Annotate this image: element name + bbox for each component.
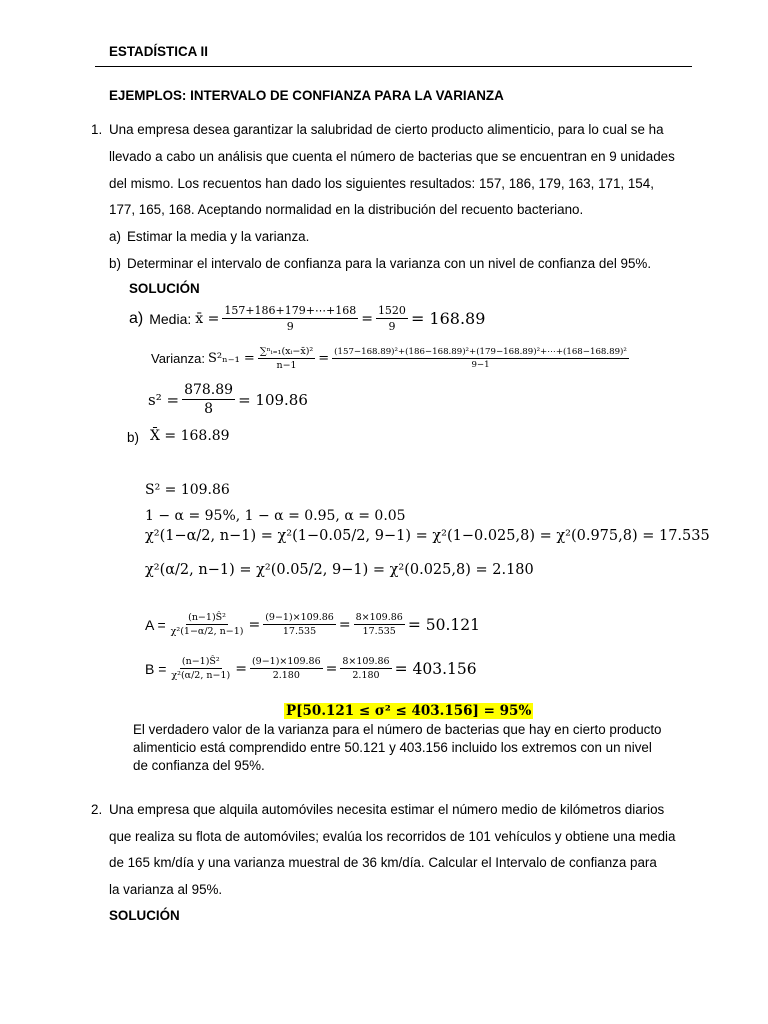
header-title: ESTADÍSTICA II <box>109 44 208 59</box>
b-label: B = <box>145 660 167 677</box>
varianza-label: Varianza: <box>151 351 205 366</box>
xbar-symbol: x̄ = <box>195 310 220 327</box>
equals: = <box>361 310 373 327</box>
media-equation <box>129 304 485 333</box>
ex2-line-2: que realiza su flota de automóviles; evalúa los recorridos de 101 vehículos y obtiene una media <box>109 829 676 844</box>
media-fraction-1: $\frac{157+186+179+\cdots+168}{9}$ <box>224 304 357 333</box>
ex2-line-3: de 165 km/día y una varianza muestral de 36 km/día. Calcular el Intervalo de confianza para <box>109 855 657 870</box>
var-fraction-1: $\frac{\text{∑ⁿᵢ₌₁(xᵢ−x̄)²}}{n-1}$ <box>259 346 314 371</box>
ex1-b-label: b) <box>109 256 121 271</box>
ex1-line-1: Una empresa desea garantizar la salubridad de cierto producto alimenticio, para lo cual se ha <box>109 122 664 137</box>
var-fraction-2: $\frac{\text{(157−168.89)²+(186−168.89)²+(179−168.89)²+⋯+(168−168.89)²}}{9-1}$ <box>334 347 627 370</box>
probability-highlight: P[50.121 ≤ σ² ≤ 403.156] = 95% <box>286 703 532 719</box>
media-result: = 168.89 <box>410 309 486 328</box>
a-result: = 50.121 <box>407 615 480 634</box>
conclusion-line-1: El verdadero valor de la varianza para el número de bacterias que hay en cierto producto <box>133 722 662 737</box>
a-fraction-3: $\frac{8\times 109.86}{17.535}$ <box>355 612 403 637</box>
b-fraction-3: $\frac{8\times 109.86}{2.180}$ <box>342 656 390 681</box>
ex1-line-3: del mismo. Los recuentos han dado los siguientes resultados: 157, 186, 179, 163, 171, 154, <box>109 176 654 191</box>
sol-b-line-2: S² = 109.86 <box>145 482 230 498</box>
ex1-a-label: a) <box>109 229 121 244</box>
a-equation: A = $\frac{\text{(n−1)Ŝ²}}{\text{χ²(1−α/2, n−1)}}$ = $\frac{(9-1)\times 109.86}{17.535}$ = $\frac{8\times 109.86}{17.535}$ = 50.121 <box>145 612 480 637</box>
b-fraction-1: $\frac{\text{(n−1)Ŝ²}}{\text{χ²(α/2, n−1)}}$ <box>171 656 231 681</box>
sol-b-line-4: χ²(1−α/2, n−1) = χ²(1−0.05/2, 9−1) = χ²(1−0.025,8) = χ²(0.975,8) = 17.535 <box>145 528 710 544</box>
media-fraction-2: $\frac{1520}{9}$ <box>377 304 406 333</box>
b-equation: B = $\frac{\text{(n−1)Ŝ²}}{\text{χ²(α/2, n−1)}}$ = $\frac{(9-1)\times 109.86}{2.180}$ = $\frac{8\times 109.86}{2.180}$ = 403.156 <box>145 656 477 681</box>
s2-equation <box>148 382 308 417</box>
solucion-1: SOLUCIÓN <box>129 281 200 296</box>
ex2-line-4: la varianza al 95%. <box>109 882 223 897</box>
sol-b-line-1: X̄ = 168.89 <box>150 428 230 444</box>
ex1-b-text: Determinar el intervalo de confianza para la varianza con un nivel de confianza del 95%. <box>127 256 652 271</box>
conclusion-line-2: alimenticio está comprendido entre 50.121 y 403.156 incluido los extremos con un nivel <box>133 740 652 755</box>
ex2-line-1: Una empresa que alquila automóviles necesita estimar el número medio de kilómetros diarios <box>109 802 665 817</box>
ex1-line-2: llevado a cabo un análisis que cuenta el número de bacterias que se encuentran en 9 unidades <box>109 149 675 164</box>
a-fraction-2: $\frac{(9-1)\times 109.86}{17.535}$ <box>265 612 334 637</box>
page-heading: EJEMPLOS: INTERVALO DE CONFIANZA PARA LA VARIANZA <box>109 88 504 103</box>
ex1-line-4: 177, 165, 168. Aceptando normalidad en la distribución del recuento bacteriano. <box>109 202 584 217</box>
var-symbol: S²ₙ₋₁ = <box>207 351 255 366</box>
header-rule <box>95 66 692 67</box>
sol-b-label: b) <box>127 430 139 445</box>
s2-symbol: s² = <box>148 390 180 409</box>
ex1-a-text: Estimar la media y la varianza. <box>127 229 310 244</box>
s2-result: = 109.86 <box>238 390 308 409</box>
b-fraction-2: $\frac{(9-1)\times 109.86}{2.180}$ <box>251 656 321 681</box>
solucion-2: SOLUCIÓN <box>109 908 180 923</box>
sol-a-label: a) <box>129 309 144 327</box>
sol-b-line-3: 1 − α = 95%, 1 − α = 0.95, α = 0.05 <box>145 508 406 524</box>
ex2-number: 2. <box>91 802 103 817</box>
conclusion-line-3: de confianza del 95%. <box>133 758 265 773</box>
s2-fraction: $\frac{878.89}{8}$ <box>184 382 234 417</box>
a-label: A = <box>145 616 166 633</box>
ex1-number: 1. <box>91 122 103 137</box>
sol-b-line-5: χ²(α/2, n−1) = χ²(0.05/2, 9−1) = χ²(0.025,8) = 2.180 <box>145 562 534 578</box>
varianza-equation: Varianza: S²ₙ₋₁ = $\frac{\text{∑ⁿᵢ₌₁(xᵢ−x̄)²}}{n-1}$ = $\frac{\text{(157−168.89)²+(186−168.89)²+(179−168.89)²+⋯+(168−168.89)²}}{9-1}$ <box>151 346 627 371</box>
media-label: Media: <box>149 310 192 327</box>
a-fraction-1: $\frac{\text{(n−1)Ŝ²}}{\text{χ²(1−α/2, n−1)}}$ <box>170 612 244 637</box>
b-result: = 403.156 <box>394 659 477 678</box>
